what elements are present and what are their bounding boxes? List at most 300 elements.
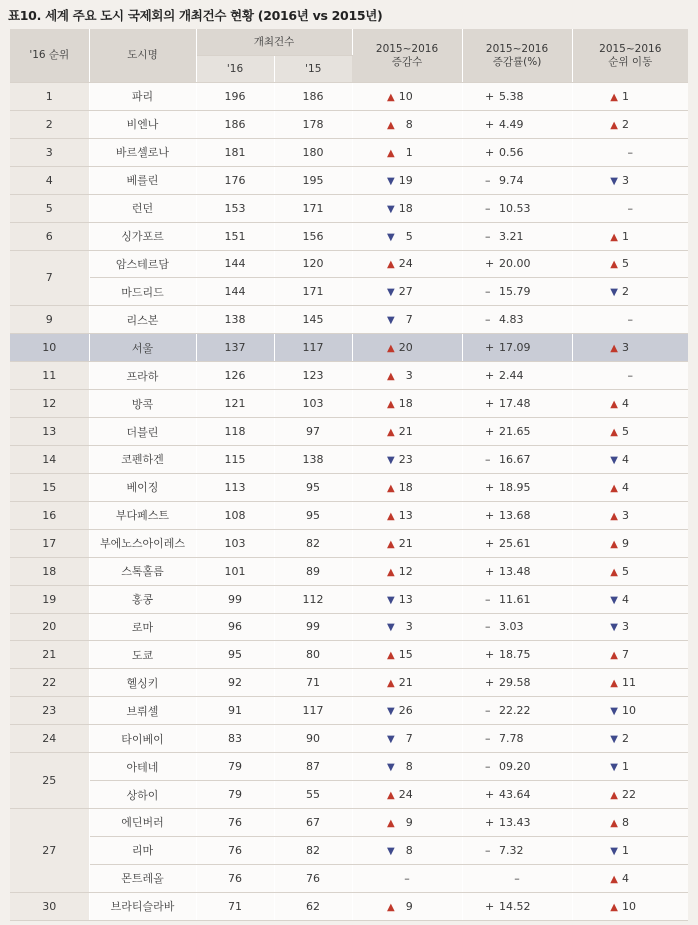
rank-cell: 6 [10,222,89,250]
rate-number: 13.43 [499,815,531,829]
change-cell [352,892,462,920]
city-cell: 로마 [89,613,196,641]
rate-number: 9.74 [499,173,524,187]
rate-number: 11.61 [499,592,531,606]
count-2016-cell: 103 [196,529,274,557]
rank-move-cell [572,725,688,753]
down-triangle-icon: ▼ [610,287,618,299]
rate-number: 43.64 [499,788,531,801]
rate-number: – [514,871,520,885]
rank-cell: 22 [10,669,89,697]
rank-move-value [610,285,650,298]
rank-move-number: 9 [621,536,629,550]
up-triangle-icon: ▲ [610,510,618,522]
rate-cell [462,613,572,641]
table-row [10,697,688,725]
rate-sign: + [485,117,495,131]
rank-cell: 9 [10,306,89,334]
count-2015-cell: 112 [274,585,352,613]
count-2016-cell: 144 [196,250,274,278]
rate-value [485,202,549,215]
rank-move-value [610,704,650,717]
rate-sign: + [485,564,495,578]
down-triangle-icon: ▼ [610,762,618,774]
count-2015-cell: 87 [274,753,352,781]
up-triangle-icon: ▲ [610,343,618,355]
change-number: 18 [398,201,413,215]
count-2016-cell: 121 [196,390,274,418]
rank-move-cell [572,110,688,138]
rank-move-value [610,174,650,187]
change-value [387,704,427,717]
rank-move-cell [572,362,688,390]
rank-move-number: 5 [621,425,629,439]
rate-value [485,900,549,913]
down-triangle-icon: ▼ [387,734,395,746]
rate-number: 7.78 [499,732,524,746]
count-2015-cell: 145 [274,306,352,334]
rank-move-value [610,816,650,829]
rate-number: 7.32 [499,843,524,857]
city-cell: 리스본 [89,306,196,334]
rate-cell [462,418,572,446]
change-number: 23 [398,452,413,466]
table-row [10,641,688,669]
rank-move-value [610,900,650,913]
rate-cell [462,138,572,166]
change-cell [352,166,462,194]
change-value [387,369,427,382]
table-row [10,390,688,418]
rate-sign: + [485,899,495,913]
rate-value [485,844,549,857]
change-number: 7 [405,732,413,746]
rate-value [485,620,549,633]
table-row [10,864,688,892]
table-row [10,781,688,809]
change-cell [352,781,462,809]
rank-move-value [610,872,650,885]
rate-value [485,313,549,326]
rank-move-cell [572,250,688,278]
count-2015-cell: 117 [274,697,352,725]
count-2015-cell: 195 [274,166,352,194]
rate-value [485,369,549,382]
rank-move-number: 4 [621,871,629,885]
change-value [387,202,427,215]
rank-move-number: 3 [621,341,629,355]
rank-move-value [610,118,650,131]
rank-move-value [610,425,650,438]
rank-move-cell [572,781,688,809]
change-cell [352,864,462,892]
rate-value [485,872,549,885]
count-2016-cell: 176 [196,166,274,194]
rate-cell [462,892,572,920]
rank-move-value [610,397,650,410]
rank-move-cell [572,334,688,362]
change-number: 13 [398,508,413,522]
rank-move-cell [572,697,688,725]
count-2015-cell: 82 [274,529,352,557]
rank-move-number: 1 [621,843,629,857]
count-2016-cell: 76 [196,864,274,892]
rank-move-cell [572,585,688,613]
change-number: 24 [398,257,413,271]
rank-move-cell [572,836,688,864]
rate-value [485,118,549,131]
table-row [10,362,688,390]
change-number: 10 [398,89,413,103]
up-triangle-icon: ▲ [610,119,618,131]
count-2015-cell: 71 [274,669,352,697]
count-2015-cell: 178 [274,110,352,138]
change-value [387,313,427,326]
rate-value [485,425,549,438]
city-cell: 스톡홀름 [89,557,196,585]
rate-value [485,230,549,243]
rank-move-value [610,788,650,801]
change-value [387,676,427,689]
change-cell [352,306,462,334]
rank-move-number: 3 [621,508,629,522]
rank-move-cell [572,278,688,306]
rank-move-value [610,90,650,103]
up-triangle-icon: ▲ [387,427,395,439]
rate-cell [462,585,572,613]
change-number: 3 [405,620,413,634]
rate-number: 4.49 [499,117,524,131]
table-row [10,194,688,222]
rank-move-number: 4 [621,397,629,411]
city-cell: 코펜하겐 [89,445,196,473]
count-2016-cell: 99 [196,585,274,613]
rate-cell [462,362,572,390]
header-rate-line1: 2015~2016 [485,42,549,55]
change-cell [352,808,462,836]
rank-move-cell [572,808,688,836]
count-2015-cell: 95 [274,501,352,529]
city-cell: 브라티슬라바 [89,892,196,920]
city-cell: 부다페스트 [89,501,196,529]
count-2016-cell: 92 [196,669,274,697]
change-value [387,425,427,438]
city-cell: 싱가포르 [89,222,196,250]
change-value [387,481,427,494]
rate-value [485,565,549,578]
city-cell: 더블린 [89,418,196,446]
table-row [10,418,688,446]
change-cell [352,585,462,613]
rank-move-value [610,146,650,159]
rate-value [485,285,549,298]
city-cell: 리마 [89,836,196,864]
rate-number: 25.61 [499,536,531,550]
city-cell: 에딘버러 [89,808,196,836]
rate-number: 18.75 [499,648,531,662]
count-2015-cell: 186 [274,83,352,111]
city-cell: 서울 [89,334,196,362]
up-triangle-icon: ▲ [387,91,395,103]
rate-cell [462,250,572,278]
rank-cell: 16 [10,501,89,529]
table-row [10,334,688,362]
change-value [387,509,427,522]
rate-cell [462,753,572,781]
rank-move-value [610,537,650,550]
rate-sign: + [485,788,495,801]
change-value [387,760,427,773]
rate-number: 4.83 [499,313,524,327]
down-triangle-icon: ▼ [387,315,395,327]
city-cell: 부에노스아이레스 [89,529,196,557]
rank-cell: 3 [10,138,89,166]
table-row [10,669,688,697]
change-cell [352,390,462,418]
count-2015-cell: 117 [274,334,352,362]
up-triangle-icon: ▲ [387,790,395,801]
table-row [10,808,688,836]
rank-move-number: – [627,369,634,383]
rate-cell [462,445,572,473]
header-change-line2: 증감수 [391,55,423,68]
rate-sign: – [485,313,491,327]
city-cell: 비엔나 [89,110,196,138]
change-cell [352,418,462,446]
rank-move-value [610,593,650,606]
change-value [387,537,427,550]
change-cell [352,194,462,222]
rank-move-cell [572,306,688,334]
rate-value [485,509,549,522]
rank-move-number: 3 [621,173,629,187]
up-triangle-icon: ▲ [610,817,618,829]
rate-number: 2.44 [499,369,524,383]
up-triangle-icon: ▲ [610,873,618,885]
count-2015-cell: 67 [274,808,352,836]
change-value [387,257,427,270]
rank-cell: 25 [10,753,89,809]
change-value [387,174,427,187]
rank-move-number: 4 [621,592,629,606]
table-row [10,613,688,641]
up-triangle-icon: ▲ [610,566,618,578]
down-triangle-icon: ▼ [387,287,395,299]
rate-sign: + [485,89,495,103]
rate-number: 17.09 [499,341,531,355]
rank-move-number: 5 [621,257,629,271]
rank-move-cell [572,892,688,920]
up-triangle-icon: ▲ [610,790,618,801]
down-triangle-icon: ▼ [610,175,618,187]
change-cell [352,334,462,362]
rank-move-value [610,676,650,689]
rank-cell: 5 [10,194,89,222]
rate-sign: + [485,815,495,829]
rank-cell: 1 [10,83,89,111]
rate-cell [462,110,572,138]
rate-sign: + [485,648,495,662]
count-2015-cell: 171 [274,194,352,222]
header-year-16: '16 [196,56,274,83]
rank-move-cell [572,390,688,418]
change-value [387,341,427,354]
count-2016-cell: 79 [196,753,274,781]
rank-move-value [610,257,650,270]
change-number: 18 [398,480,413,494]
down-triangle-icon: ▼ [610,845,618,857]
up-triangle-icon: ▲ [610,678,618,690]
city-cell: 베를린 [89,166,196,194]
change-cell [352,557,462,585]
rate-value [485,788,549,801]
rate-value [485,732,549,745]
change-cell [352,501,462,529]
count-2016-cell: 153 [196,194,274,222]
table-row [10,529,688,557]
rank-cell: 30 [10,892,89,920]
change-number: 20 [398,341,413,355]
count-2015-cell: 62 [274,892,352,920]
count-2016-cell: 113 [196,473,274,501]
rate-value [485,676,549,689]
up-triangle-icon: ▲ [387,538,395,550]
change-value [387,593,427,606]
up-triangle-icon: ▲ [610,482,618,494]
rate-sign: – [485,452,491,466]
change-number: 15 [398,648,413,662]
rank-cell: 12 [10,390,89,418]
rate-sign: + [485,257,495,271]
change-value [387,565,427,578]
rate-number: 14.52 [499,899,531,913]
rank-move-value [610,481,650,494]
rate-value [485,760,549,773]
city-cell: 런던 [89,194,196,222]
header-move-line1: 2015~2016 [599,42,662,55]
rate-cell [462,278,572,306]
rank-move-cell [572,445,688,473]
rate-number: 13.48 [499,564,531,578]
table-row [10,222,688,250]
rank-move-number: 2 [621,732,629,746]
header-rate-line2: 증감률(%) [492,55,542,68]
up-triangle-icon: ▲ [387,901,395,913]
rate-cell [462,808,572,836]
rank-move-cell [572,669,688,697]
up-triangle-icon: ▲ [610,231,618,243]
change-cell [352,753,462,781]
rank-move-value [610,369,650,382]
change-number: 9 [405,899,413,913]
rate-cell [462,390,572,418]
count-2016-cell: 137 [196,334,274,362]
rate-number: 20.00 [499,257,531,271]
count-2016-cell: 138 [196,306,274,334]
down-triangle-icon: ▼ [610,734,618,746]
change-value [387,844,427,857]
change-value [387,620,427,633]
rate-value [485,174,549,187]
rate-sign: + [485,397,495,411]
change-number: 18 [398,397,413,411]
rank-cell: 24 [10,725,89,753]
rate-sign: – [485,285,491,299]
count-2016-cell: 196 [196,83,274,111]
rate-sign: – [485,229,491,243]
count-2015-cell: 120 [274,250,352,278]
rank-cell: 4 [10,166,89,194]
table-body [10,83,688,921]
rate-number: 0.56 [499,145,524,159]
header-city: 도시명 [89,29,196,83]
up-triangle-icon: ▲ [387,119,395,131]
rate-sign: + [485,369,495,383]
down-triangle-icon: ▼ [610,594,618,606]
count-2015-cell: 180 [274,138,352,166]
change-cell [352,445,462,473]
down-triangle-icon: ▼ [387,454,395,466]
change-value [387,453,427,466]
rate-cell [462,222,572,250]
up-triangle-icon: ▲ [387,343,395,355]
change-cell [352,362,462,390]
city-cell: 암스테르담 [89,250,196,278]
rate-sign: – [485,620,491,634]
rate-sign: + [485,425,495,439]
rank-move-cell [572,194,688,222]
change-number: 12 [398,564,413,578]
table-row [10,836,688,864]
city-cell: 파리 [89,83,196,111]
change-cell [352,836,462,864]
city-cell: 베이징 [89,473,196,501]
count-2016-cell: 126 [196,362,274,390]
change-number: 13 [398,592,413,606]
down-triangle-icon: ▼ [387,175,395,187]
change-number: 8 [405,117,413,131]
rank-move-cell [572,557,688,585]
count-2015-cell: 156 [274,222,352,250]
rate-value [485,481,549,494]
rank-cell: 27 [10,808,89,892]
count-2015-cell: 97 [274,418,352,446]
rate-sign: – [485,173,491,187]
rate-sign: – [485,843,491,857]
rank-cell: 23 [10,697,89,725]
rate-value [485,648,549,661]
rank-cell: 19 [10,585,89,613]
up-triangle-icon: ▲ [610,901,618,913]
change-value [387,872,427,885]
rank-move-value [610,313,650,326]
change-number: 27 [398,285,413,299]
rank-cell: 17 [10,529,89,557]
rank-move-cell [572,418,688,446]
rank-move-value [610,732,650,745]
up-triangle-icon: ▲ [610,427,618,439]
count-2016-cell: 95 [196,641,274,669]
rate-cell [462,306,572,334]
down-triangle-icon: ▼ [387,706,395,718]
up-triangle-icon: ▲ [387,482,395,494]
rank-move-value [610,844,650,857]
count-2016-cell: 83 [196,725,274,753]
count-2015-cell: 123 [274,362,352,390]
rank-cell: 14 [10,445,89,473]
city-cell: 아테네 [89,753,196,781]
rank-move-cell [572,83,688,111]
